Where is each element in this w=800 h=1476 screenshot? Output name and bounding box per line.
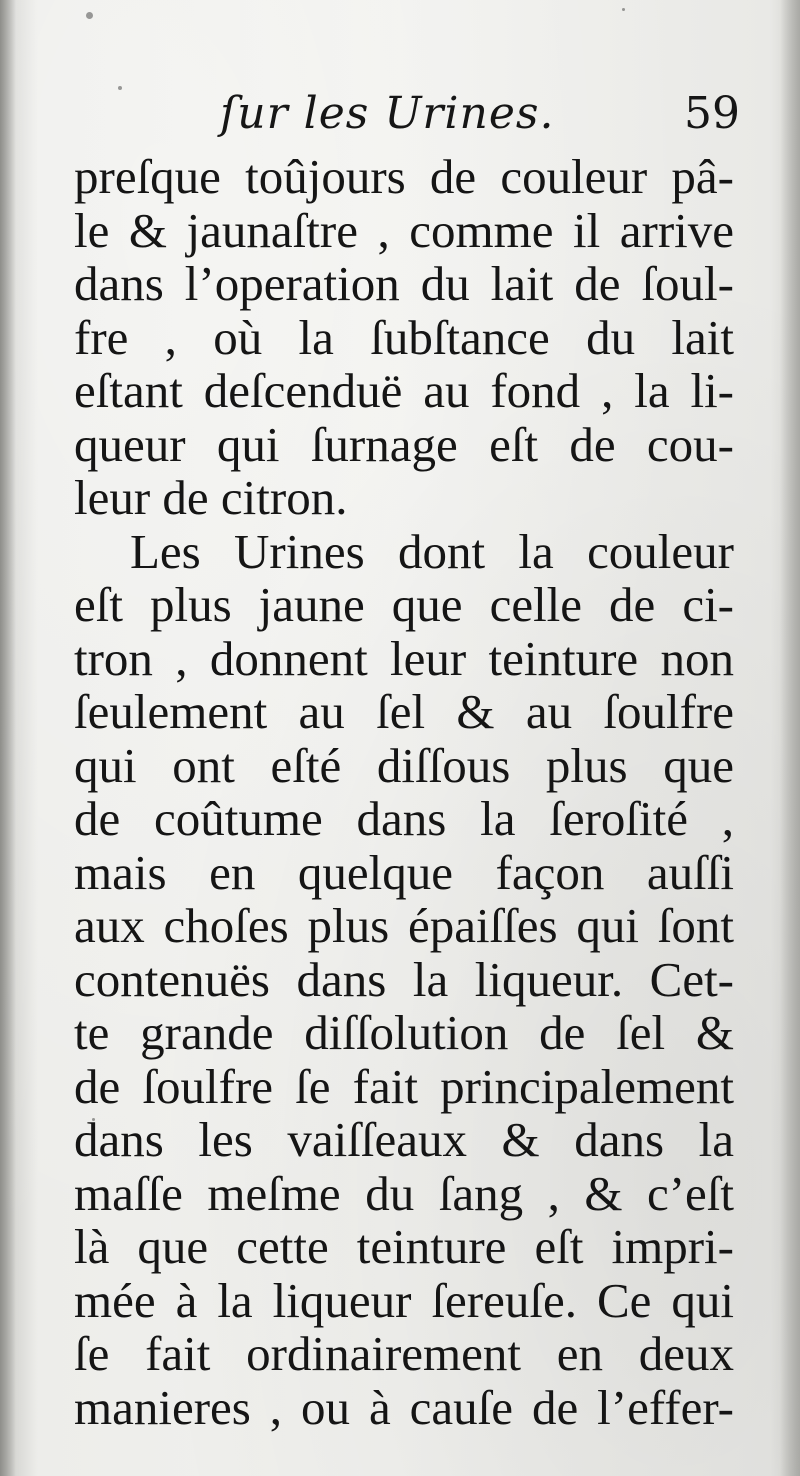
text-line: tron , donnent leur teinture non: [74, 630, 734, 686]
text-line: là que cette teinture eſt impri-: [74, 1219, 734, 1274]
text-line: mée à la liqueur ſereuſe. Ce qui: [74, 1272, 734, 1328]
text-line: qui ont eſté diſſous plus que: [74, 737, 734, 793]
text-line: contenuës dans la liqueur. Cet-: [74, 951, 734, 1007]
body-text: [74, 150, 734, 1434]
text-line: eſt plus jaune que celle de ci-: [74, 577, 734, 632]
text-line: aux choſes plus épaiſſes qui ſont: [74, 898, 734, 953]
page-gutter-shadow: [0, 0, 16, 1476]
text-line: de coûtume dans la ſeroſité ,: [74, 791, 734, 846]
text-line: de ſoulfre ſe fait principalement: [74, 1058, 734, 1114]
text-line: ſe fait ordinairement en deux: [74, 1326, 734, 1381]
text-line: ſeulement au ſel & au ſoulfre: [74, 684, 734, 739]
text-line: preſque toûjours de couleur pâ-: [74, 149, 734, 204]
text-line: eſtant deſcenduë au fond , la li-: [74, 363, 734, 418]
ink-speck: [622, 8, 625, 11]
text-line: queur qui ſurnage eſt de cou-: [74, 416, 734, 472]
text-line: dans l’operation du lait de ſoul-: [74, 256, 734, 311]
running-head: [70, 88, 740, 148]
text-line: fre , où la ſubſtance du lait: [74, 309, 734, 365]
ink-speck: [86, 12, 93, 19]
text-line: leur de citron.: [74, 470, 348, 525]
page-edge-shadow: [780, 0, 800, 1476]
text-line: maſſe meſme du ſang , & c’eſt: [74, 1165, 734, 1221]
text-line: mais en quelque façon auſſi: [74, 844, 734, 900]
text-line: te grande diſſolution de ſel &: [74, 1005, 734, 1060]
text-line: dans les vaiſſeaux & dans la: [74, 1112, 734, 1167]
text-line: le & jaunaſtre , comme il arrive: [74, 202, 734, 258]
paragraph-first-line: Les Urines dont la couleur: [130, 523, 734, 579]
page-number: 59: [684, 88, 740, 139]
running-title: ſur les Urines.: [220, 88, 555, 139]
text-line: manieres , ou à cauſe de l’effer-: [74, 1379, 734, 1435]
